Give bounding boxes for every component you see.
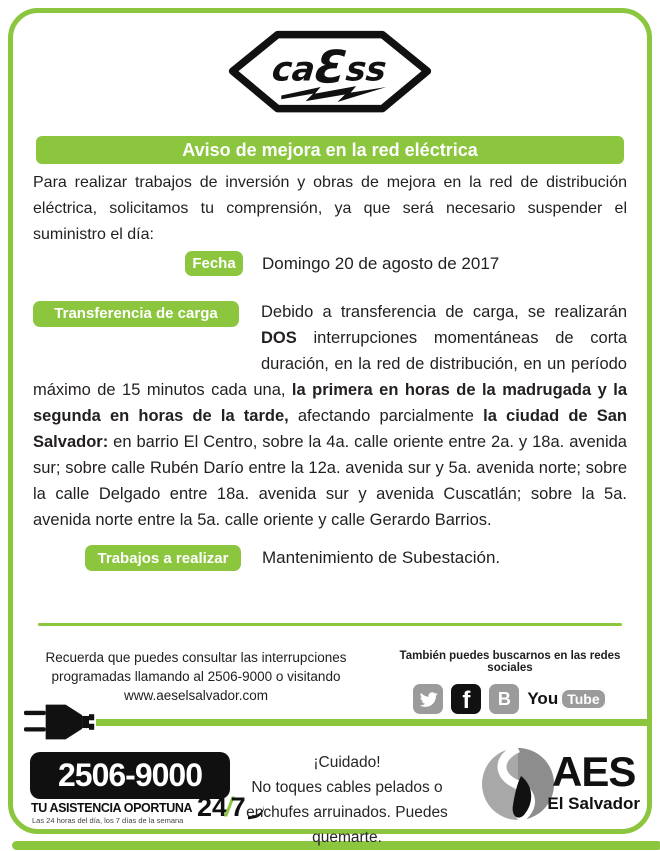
transfer-paragraph (33, 299, 627, 533)
social-icons-row (386, 684, 634, 714)
consulta-line-3: www.aeselsalvador.com (123, 688, 269, 703)
aes-region: El Salvador (547, 794, 640, 813)
youtube-you-text: You (527, 689, 559, 708)
power-cable-line (96, 719, 648, 726)
consulta-line-2: programadas llamando al 2506-9000 o visitando (51, 669, 341, 684)
transfer-badge-area (33, 299, 261, 353)
aes-swirl-icon (480, 746, 556, 822)
caution-line-3: enchufes arruinados. Puedes (246, 804, 448, 821)
trabajos-value: Mantenimiento de Subestación. (262, 548, 501, 567)
transfer-badge-label: Transferencia de carga (54, 305, 218, 322)
svg-text:caƐss: caƐss (270, 40, 389, 94)
transfer-text: Debido a transferencia de carga, se realizarán DOS interrupciones momentáneas de corta duración, en la red de distribución, en un período máximo de 15 minutos cada una, la primera en horas de la madrugada y la segunda en horas de la tarde, afectando parcialmente la ciudad de San Salvador: en barrio El Centro, sobre la 4a. calle oriente entre 2a. y 18a. avenida sur; sobre calle Rubén Darío entre la 12a. avenida sur y 5a. avenida norte; sobre la calle Delgado entre 18a. avenida sur y avenida Cuscatlán; sobre la 5a. avenida norte entre la 5a. calle oriente y calle Gerardo Barrios. (33, 303, 627, 529)
caution-line-2: No toques cables pelados o (251, 779, 443, 796)
fecha-value: Domingo 20 de agosto de 2017 (262, 254, 500, 273)
caution-line-4: quemarte. (312, 829, 382, 846)
trabajos-badge-label: Trabajos a realizar (97, 549, 229, 567)
facebook-icon (451, 684, 481, 714)
blogger-letter: B (497, 688, 511, 709)
consulta-line-1: Recuerda que puedes consultar las interrupciones (45, 650, 347, 665)
caess-logo-icon (227, 26, 433, 120)
assistance-subtext: Las 24 horas del día, los 7 días de la semana (32, 816, 184, 825)
trabajos-badge (85, 545, 241, 571)
consulta-reminder (28, 648, 364, 705)
transfer-badge (33, 301, 239, 327)
social-title: También puedes buscarnos en las redes sociales (399, 650, 621, 674)
blogger-icon (489, 684, 519, 714)
social-block (386, 650, 634, 714)
badge-24: 24 (197, 792, 228, 822)
caess-logo (227, 26, 433, 120)
youtube-icon (527, 688, 606, 710)
youtube-tube-text: Tube (560, 688, 606, 710)
facebook-letter: f (462, 687, 471, 714)
caution-line-1: ¡Cuidado! (313, 754, 381, 771)
aes-name: AES (552, 748, 636, 795)
intro-paragraph: Para realizar trabajos de inversión y obras de mejora en la red de distribución eléctrica, solicitamos tu comprensión, ya que será necesario suspender el suministro el día: (33, 174, 627, 243)
fecha-badge (185, 251, 243, 276)
twitter-bird-icon (416, 687, 440, 711)
aes-logo (480, 742, 642, 830)
notice-banner-title: Aviso de mejora en la red eléctrica (182, 139, 478, 160)
phone-number: 2506-9000 (57, 757, 203, 793)
badge-7: 7 (230, 792, 246, 822)
power-plug-icon (24, 701, 102, 743)
twitter-icon (413, 684, 443, 714)
notice-banner (36, 136, 624, 164)
footer-separator-line (38, 623, 622, 626)
fecha-badge-label: Fecha (192, 255, 236, 272)
assistance-tagline: TU ASISTENCIA OPORTUNA (31, 801, 193, 815)
caution-block (232, 750, 462, 850)
badge-slash: / (225, 792, 233, 822)
